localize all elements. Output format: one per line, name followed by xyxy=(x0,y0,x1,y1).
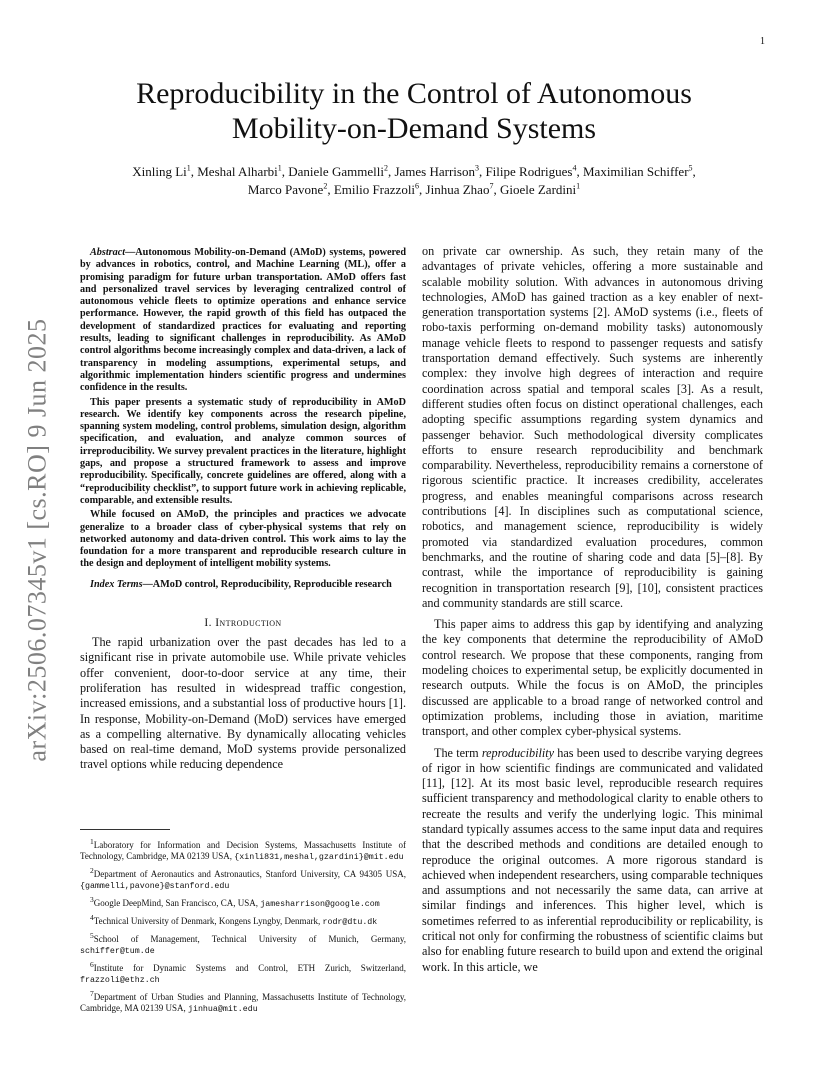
right-column xyxy=(422,244,763,981)
author: Maximilian Schiffer$^5$, xyxy=(582,163,696,179)
body-paragraph: This paper aims to address this gap by identifying and analyzing the key components that determine the reproducibility of AMoD control research. We propose that these components, ranging from modeling choices to experimental setup, be explicitly documented in research outputs. While the focus is on AMoD, the principles discussed are applicable to a broad range of networked control and optimization problems, including those in aviation, maritime transport, and other complex cyber-physical systems. xyxy=(422,617,763,739)
page-number: 1 xyxy=(760,36,765,47)
body-paragraph: The rapid urbanization over the past decades has led to a significant rise in private automobile use. While private vehicles offer convenient, door-to-door service at any time, their proliferation has resulted in widespread traffic congestion, increased emissions, and a substantial loss of productive hours [1]. In response, Mobility-on-Demand (MoD) services have emerged as a compelling alternative. By dynamically allocating vehicles based on real-time demand, MoD systems provide personalized travel options while reducing dependence xyxy=(80,635,406,772)
abstract xyxy=(80,247,406,571)
footnote: $^6$Institute for Dynamic Systems and Control, ETH Zurich, Switzerland, frazzoli@ethz.ch xyxy=(80,960,406,985)
author: Daniele Gammelli$^2$, xyxy=(288,163,395,179)
author: Gioele Zardini$^1$ xyxy=(499,181,581,197)
author: Marco Pavone$^2$, xyxy=(247,181,334,197)
arxiv-id: arXiv:2506.07345v1 [cs.RO] 9 Jun 2025 xyxy=(23,318,53,762)
author: Filipe Rodrigues$^4$, xyxy=(485,163,583,179)
footnote: $^3$Google DeepMind, San Francisco, CA, USA, jamesharrison@google.com xyxy=(90,895,380,909)
section-heading: I. Introduction xyxy=(204,617,282,630)
author: Meshal Alharbi$^1$, xyxy=(197,163,289,179)
body-paragraph: The term reproducibility has been used to describe varying degrees of rigor in how scientific findings are communicated and validated [11], [12]. At its most basic level, reproducible research requires sufficient transparency and methodological clarity to enable others to recreate the results and verify the underlying logic. This minimal standard typically assumes access to the same input data and requires that the described methods and conditions are detailed enough to reproduce the original outcomes. A more rigorous standard is achieved when independent researchers, using comparable techniques and assumptions and not necessarily the same data, can arrive at similar findings and inferences. This higher level, which is sometimes referred to as inferential reproducibility or replicability, is critical not only for confirming the robustness of scientific claims but also for enabling future research to build upon and extend the original work. In this article, we xyxy=(422,745,763,974)
body-paragraph: on private car ownership. As such, they retain many of the advantages of private vehicles, offering a more sustainable and scalable mobility solution. With advances in autonomous driving technologies, AMoD has gained traction as a key enabler of next-generation transportation systems [2]. AMoD systems (i.e., fleets of robo-taxis performing on-demand mobility tasks) autonomously manage vehicle fleets to respond to passenger requests and satisfy transportation demand effectively. Such systems are inherently complex: they involve high degrees of interaction and require coordination across spatial and temporal scales [3]. As a result, different studies often focus on distinct operational challenges, each adopting specific assumptions regarding system dynamics and passenger behavior. Such methodological diversity complicates efforts to ensure research reproducibility and benchmark comparability. Nevertheless, reproducibility remains a cornerstone of rigorous scientific practice. It increases credibility, accelerates progress, and enables meaningful comparisons across research contributions [4]. In disciplines such as computational science, robotics, and management science, reproducibility is widely promoted via standardized evaluation procedures, common benchmarks, and the routine of sharing code and data [5]–[8]. By contrast, while the importance of reproducibility is gaining recognition in transportation research [9], [10], consistent practices and community standards are still scarce. xyxy=(422,244,763,610)
author: Xinling Li$^1$, xyxy=(132,163,198,179)
author: Emilio Frazzoli$^6$, xyxy=(333,181,426,197)
footnote: $^4$Technical University of Denmark, Kongens Lyngby, Denmark, rodr@dtu.dk xyxy=(90,913,378,927)
left-column xyxy=(80,247,406,779)
author: Jinhua Zhao$^7$, xyxy=(425,181,500,197)
abstract-paragraph: While focused on AMoD, the principles and practices we advocate generalize to a broader class of cyber-physical systems that rely on networked autonomy and data-driven control. This work aims to lay the foundation for a more transparent and reproducible research culture in the design and deployment of intelligent mobility systems. xyxy=(80,509,406,570)
paper-title: Reproducibility in the Control of Autonomous Mobility-on-Demand Systems xyxy=(136,77,692,145)
footnote: $^1$Laboratory for Information and Decision Systems, Massachusetts Institute of Technology, Cambridge, MA 02139 USA, {xinli831,meshal,gzardini}@mit.edu xyxy=(80,837,406,862)
abstract-paragraph: Abstract—Autonomous Mobility-on-Demand (AMoD) systems, powered by advances in robotics, control, and Machine Learning (ML), offer a promising paradigm for future urban transportation. AMoD offers fast and personalized travel services by leveraging centralized control of autonomous vehicle fleets to optimize operations and enhance service performance. However, the rapid growth of this field has outpaced the development of standardized practices for evaluating and reporting results, leading to significant challenges in reproducibility. As AMoD control algorithms become increasingly complex and data-driven, a lack of transparency in modeling assumptions, experimental setups, and algorithmic implementation hinders scientific progress and undermines confidence in the results. xyxy=(80,247,406,394)
index-terms: Index Terms—AMoD control, Reproducibility, Reproducible research xyxy=(90,578,392,590)
footnote-rule xyxy=(80,829,170,830)
author: James Harrison$^3$, xyxy=(394,163,486,179)
footnote: $^7$Department of Urban Studies and Planning, Massachusetts Institute of Technology, Cambridge, MA 02139 USA, jinhua@mit.edu xyxy=(80,989,406,1014)
author-list xyxy=(70,163,758,199)
footnote: $^5$School of Management, Technical University of Munich, Germany, schiffer@tum.de xyxy=(80,931,406,956)
footnotes xyxy=(80,836,406,1017)
arxiv-stamp xyxy=(18,310,58,770)
footnote: $^2$Department of Aeronautics and Astronautics, Stanford University, CA 94305 USA, {gammelli,pavone}@stanford.edu xyxy=(80,866,406,891)
abstract-paragraph: This paper presents a systematic study of reproducibility in AMoD research. We identify key components across the research pipeline, spanning system modeling, control problems, simulation design, algorithm specification, and evaluation, and analyze common sources of irreproducibility. We survey prevalent practices in the literature, highlight gaps, and propose a structured framework to assess and improve reproducibility. Specifically, concrete guidelines are offered, along with a “reproducibility checklist”, to support future work in achieving replicable, comparable, and extensible results. xyxy=(80,396,406,506)
